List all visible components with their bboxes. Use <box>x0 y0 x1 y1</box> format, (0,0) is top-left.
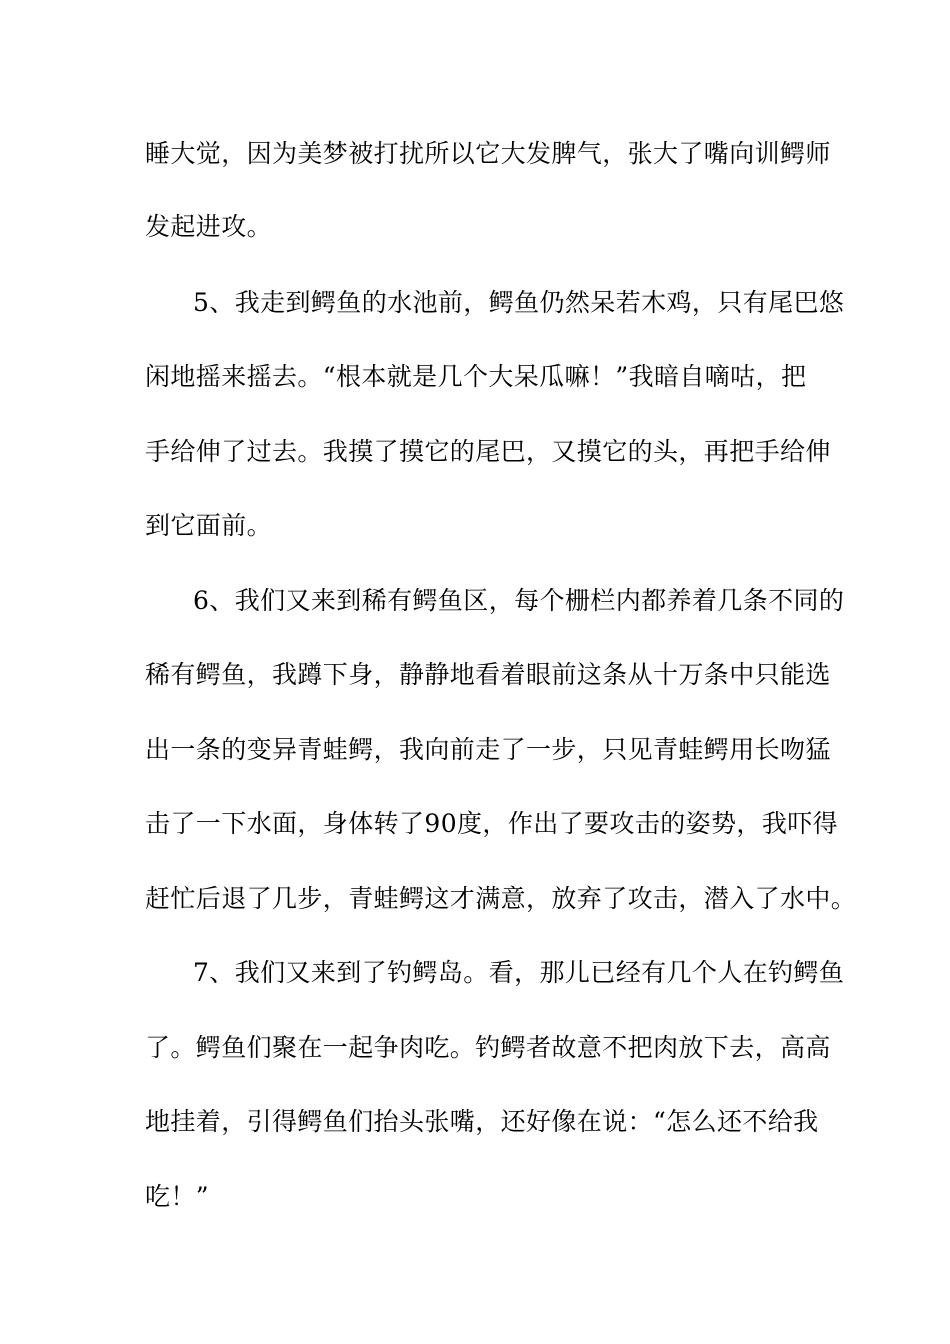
text-line: 地挂着，引得鳄鱼们抬头张嘴，还好像在说：“怎么还不给我 <box>145 1107 819 1136</box>
text-line: 出一条的变异青蛙鳄，我向前走了一步，只见青蛙鳄用长吻猛 <box>145 735 831 764</box>
text-line: 睡大觉，因为美梦被打扰所以它大发脾气，张大了嘴向训鳄师 <box>145 139 831 168</box>
paragraph-6-start: 6、我们又来到稀有鳄鱼区，每个栅栏内都养着几条不同的 <box>193 586 845 615</box>
text-line: 手给伸了过去。我摸了摸它的尾巴，又摸它的头，再把手给伸 <box>145 437 831 466</box>
text-line: 到它面前。 <box>145 511 273 540</box>
text-line: 赶忙后退了几步，青蛙鳄这才满意，放弃了攻击，潜入了水中。 <box>145 884 857 913</box>
paragraph-7-start: 7、我们又来到了钓鳄岛。看，那儿已经有几个人在钓鳄鱼 <box>193 958 845 987</box>
paragraph-5-start: 5、我走到鳄鱼的水池前，鳄鱼仍然呆若木鸡，只有尾巴悠 <box>193 288 845 317</box>
text-line: 闲地摇来摇去。“根本就是几个大呆瓜嘛！”我暗自嘀咕，把 <box>145 362 807 391</box>
text-line: 击了一下水面，身体转了90度，作出了要攻击的姿势，我吓得 <box>145 809 839 838</box>
text-line: 发起进攻。 <box>145 212 273 241</box>
text-line: 稀有鳄鱼，我蹲下身，静静地看着眼前这条从十万条中只能选 <box>145 660 831 689</box>
text-line: 吃！” <box>145 1182 209 1211</box>
text-line: 了。鳄鱼们聚在一起争肉吃。钓鳄者故意不把肉放下去，高高 <box>145 1033 831 1062</box>
